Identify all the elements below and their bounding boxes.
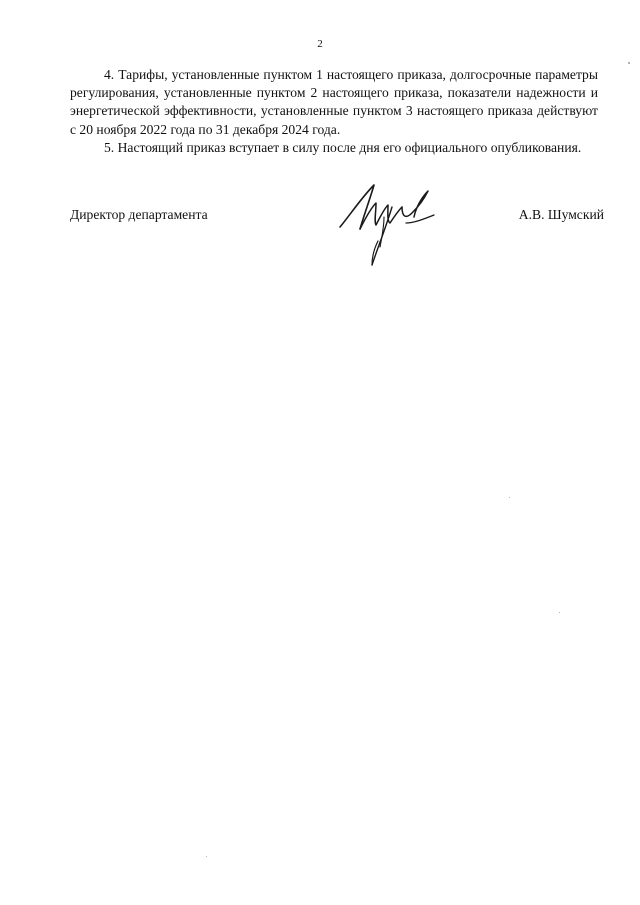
scan-speck <box>509 497 510 498</box>
signature-icon <box>332 177 442 269</box>
page-number: 2 <box>317 38 323 50</box>
scan-speck <box>628 62 630 64</box>
order-body <box>70 66 598 157</box>
signer-name: А.В. Шумский <box>518 207 604 222</box>
paragraph-4: 4. Тарифы, установленные пунктом 1 настоящего приказа, долгосрочные параметры регулирования, установленные пунктом 2 настоящего приказа, показатели надежности и энергетической эффективности, установленные пунктом 3 настоящего приказа действуют с 20 ноября 2022 года по 31 декабря 2024 года. <box>70 67 598 137</box>
paragraph-5: 5. Настоящий приказ вступает в силу после дня его официального опубликования. <box>104 139 582 155</box>
scan-speck <box>559 612 560 613</box>
scan-speck <box>206 856 207 857</box>
signature-block <box>70 207 604 277</box>
signer-title: Директор департамента <box>70 207 208 222</box>
